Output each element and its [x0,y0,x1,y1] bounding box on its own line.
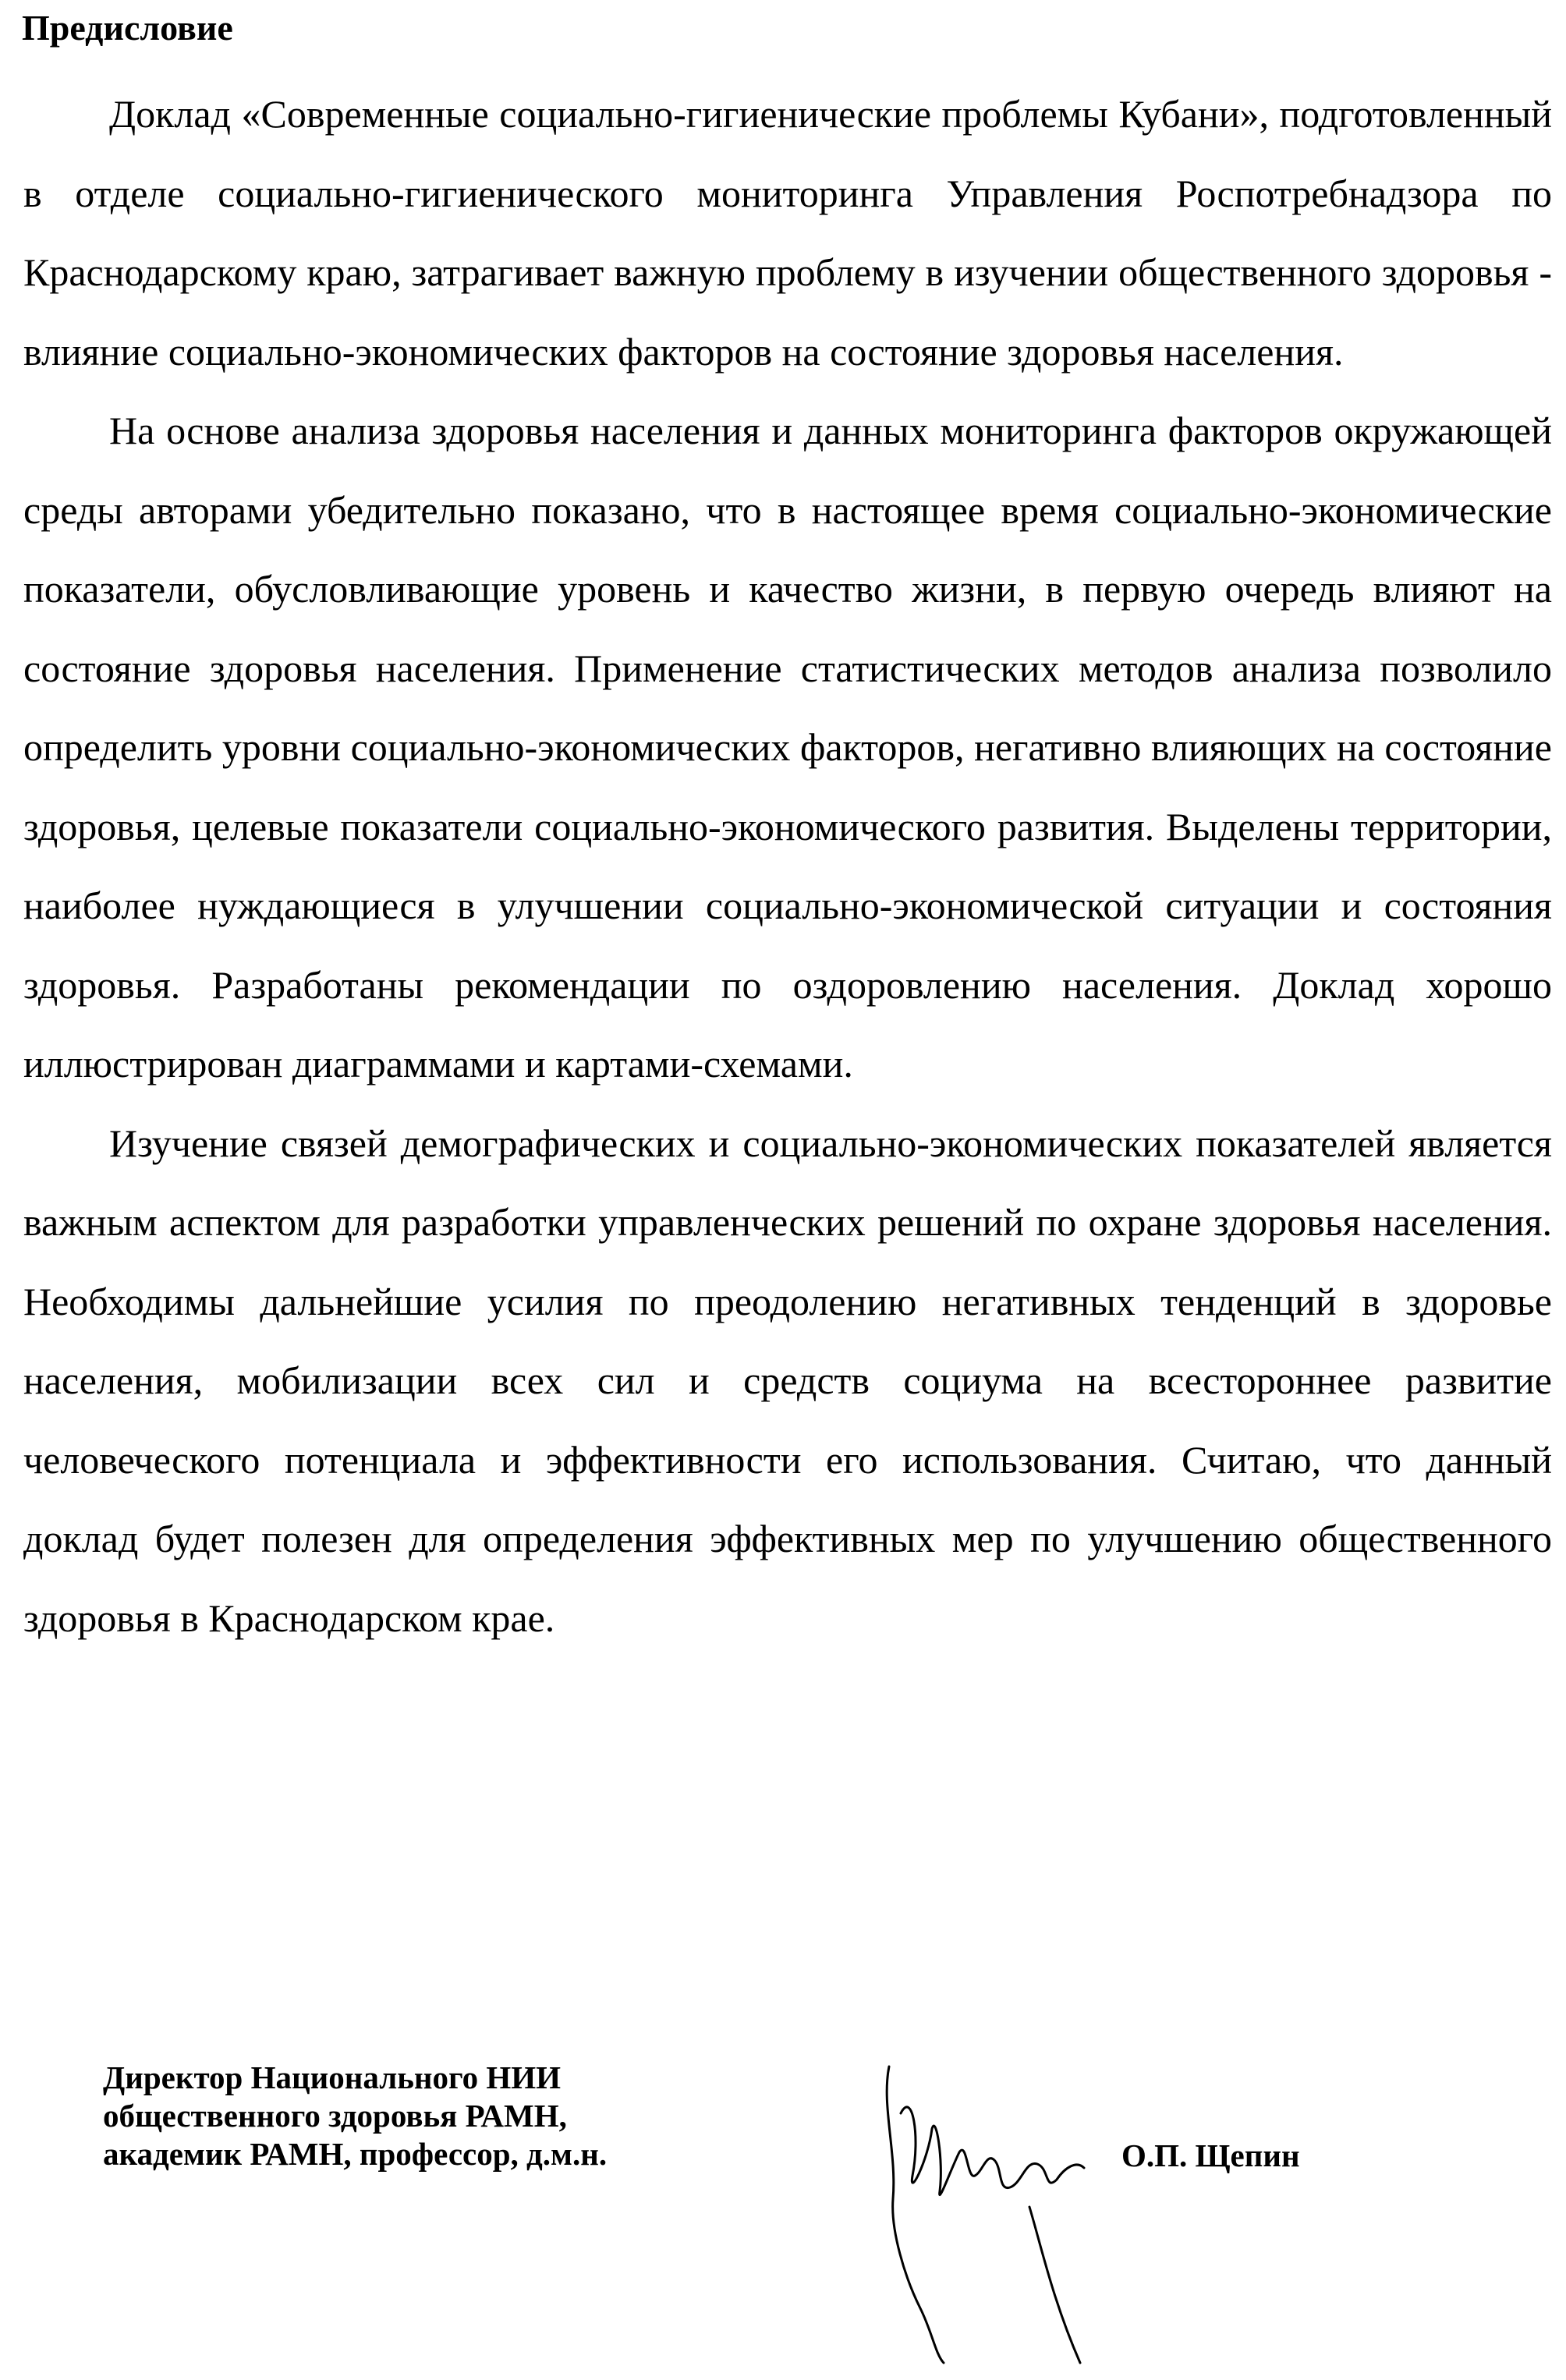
paragraph-1: Доклад «Современные социально-гигиенические проблемы Кубани», подготовленный в отделе социально-гигиенического мониторинга Управления Роспотребнадзора по Краснодарскому краю, затрагивает важную проблему в изучении общественного здоровья - влияние социально-экономических факторов на состояние здоровья населения. [23,92,1552,374]
paragraph-2: На основе анализа здоровья населения и данных мониторинга факторов окружающей среды авторами убедительно показано, что в настоящее время социально-экономические показатели, обусловливающие уровень и качество жизни, в первую очередь влияют на состояние здоровья населения. Применение статистических методов анализа позволило определить уровни социально-экономических факторов, негативно влияющих на состояние здоровья, целевые показатели социально-экономического развития. Выделены территории, наиболее нуждающиеся в улучшении социально-экономической ситуации и состояния здоровья. Разработаны рекомендации по оздоровлению населения. Доклад хорошо иллюстрирован диаграммами и картами-схемами. [23,409,1552,1086]
document-body [23,75,1552,1658]
signer-title-line-1: Директор Национального НИИ [103,2059,562,2095]
signer-title-line-3: академик РАМН, профессор, д.м.н. [103,2136,608,2172]
signer-title-line-2: общественного здоровья РАМН, [103,2098,567,2134]
signer-title-block [103,2059,607,2173]
signer-name: О.П. Щепин [1121,2137,1300,2173]
page-title: Предисловие [22,8,233,48]
handwritten-signature [858,2043,1092,2371]
paragraph-3: Изучение связей демографических и социально-экономических показателей является важным аспектом для разработки управленческих решений по охране здоровья населения. Необходимы дальнейшие усилия по преодолению негативных тенденций в здоровье населения, мобилизации всех сил и средств социума на всестороннее развитие человеческого потенциала и эффективности его использования. Считаю, что данный доклад будет полезен для определения эффективных мер по улучшению общественного здоровья в Краснодарском крае. [23,1121,1552,1640]
